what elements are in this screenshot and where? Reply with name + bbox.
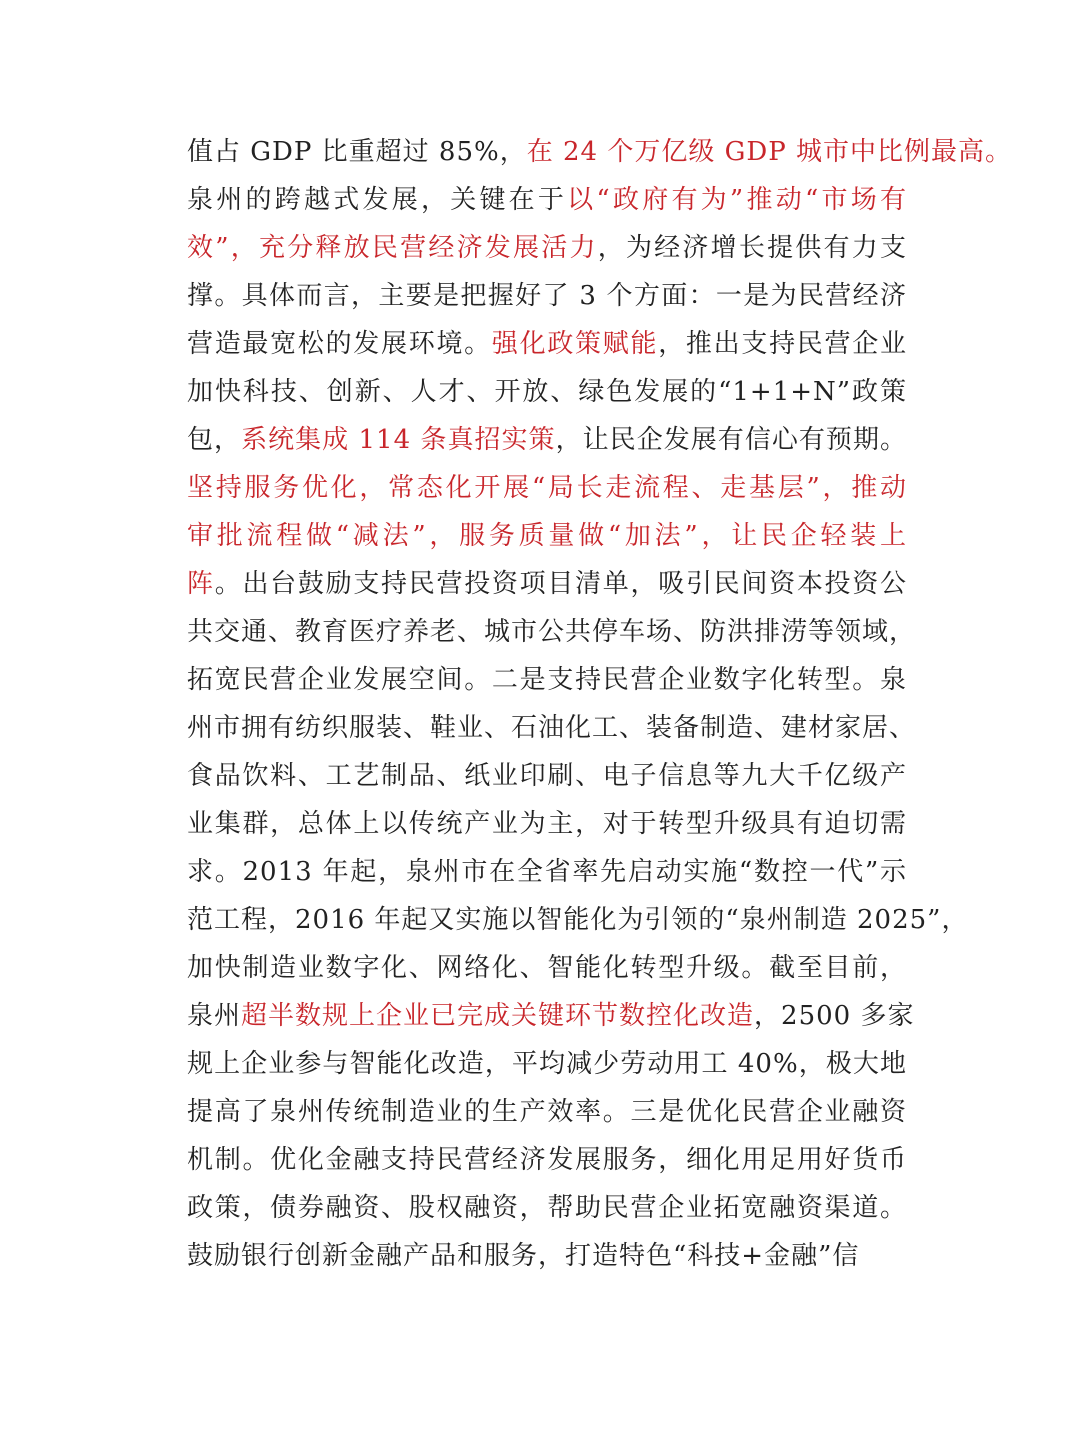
highlighted-text: 在 24 个万亿级 GDP 城市中比例最高。 — [526, 137, 1012, 167]
body-text: 规上企业参与智能化改造，平均减少劳动用工 40%，极大地 — [187, 1049, 907, 1079]
text-line — [187, 704, 917, 752]
body-text: 泉州 — [187, 1001, 242, 1031]
text-line — [187, 944, 907, 992]
text-line — [187, 1040, 907, 1088]
body-text: ，为经济增长提供有力支 — [597, 233, 907, 263]
highlighted-text: 以“政府有为”推动“市场有 — [567, 185, 907, 215]
text-line — [187, 992, 915, 1040]
highlighted-text: 超半数规上企业已完成关键环节数控化改造 — [241, 1001, 755, 1031]
body-text: 加快科技、创新、人才、开放、绿色发展的“1+1+N”政策 — [187, 377, 907, 407]
text-line — [187, 1232, 907, 1280]
text-line — [187, 896, 969, 944]
body-text: 州市拥有纺织服装、鞋业、石油化工、装备制造、建材家居、 — [187, 713, 917, 743]
text-line — [187, 176, 907, 224]
highlighted-text: 坚持服务优化，常态化开展“局长走流程、走基层”，推动 — [187, 473, 907, 503]
text-line — [187, 560, 907, 608]
body-text: ，推出支持民营企业 — [658, 329, 907, 359]
text-line — [187, 1088, 907, 1136]
text-line — [187, 656, 907, 704]
body-text: 共交通、教育医疗养老、城市公共停车场、防洪排涝等领域， — [187, 617, 917, 647]
text-line — [187, 224, 907, 272]
highlighted-text: 强化政策赋能 — [491, 329, 659, 359]
text-line — [187, 608, 917, 656]
text-line — [187, 848, 907, 896]
highlighted-text: 阵 — [187, 569, 215, 599]
text-line — [187, 800, 907, 848]
text-line — [187, 752, 907, 800]
text-line — [187, 512, 907, 560]
body-text: 。出台鼓励支持民营投资项目清单，吸引民间资本投资公 — [214, 569, 907, 599]
body-text: 加快制造业数字化、网络化、智能化转型升级。截至目前， — [187, 953, 907, 983]
body-text: 食品饮料、工艺制品、纸业印刷、电子信息等九大千亿级产 — [187, 761, 907, 791]
text-line — [187, 416, 907, 464]
body-text: 泉州的跨越式发展，关键在于 — [187, 185, 568, 215]
highlighted-text: 审批流程做“减法”，服务质量做“加法”，让民企轻装上 — [187, 521, 907, 551]
body-text: 提高了泉州传统制造业的生产效率。三是优化民营企业融资 — [187, 1097, 907, 1127]
body-text: 鼓励银行创新金融产品和服务，打造特色“科技+金融”信 — [187, 1241, 860, 1271]
body-text: 范工程，2016 年起又实施以智能化为引领的“泉州制造 2025”， — [187, 905, 969, 935]
body-text: 包， — [187, 425, 242, 455]
text-line — [187, 368, 907, 416]
body-text: 值占 GDP 比重超过 85%， — [187, 137, 527, 167]
text-line — [187, 320, 907, 368]
body-text: ，让民企发展有信心有预期。 — [555, 425, 907, 455]
body-text: 拓宽民营企业发展空间。二是支持民营企业数字化转型。泉 — [187, 665, 907, 695]
body-text: 业集群，总体上以传统产业为主，对于转型升级具有迫切需 — [187, 809, 907, 839]
body-text: 求。2013 年起，泉州市在全省率先启动实施“数控一代”示 — [187, 857, 907, 887]
text-line — [187, 272, 907, 320]
text-line — [187, 128, 1012, 176]
body-text: 撑。具体而言，主要是把握好了 3 个方面：一是为民营经济 — [187, 281, 907, 311]
article-body — [187, 128, 1012, 1280]
text-line — [187, 1184, 907, 1232]
body-text: 政策，债券融资、股权融资，帮助民营企业拓宽融资渠道。 — [187, 1193, 907, 1223]
highlighted-text: 效”，充分释放民营经济发展活力 — [187, 233, 598, 263]
text-line — [187, 1136, 907, 1184]
text-line — [187, 464, 907, 512]
body-text: ，2500 多家 — [754, 1001, 915, 1031]
body-text: 营造最宽松的发展环境。 — [187, 329, 492, 359]
highlighted-text: 系统集成 114 条真招实策 — [241, 425, 556, 455]
body-text: 机制。优化金融支持民营经济发展服务，细化用足用好货币 — [187, 1145, 907, 1175]
